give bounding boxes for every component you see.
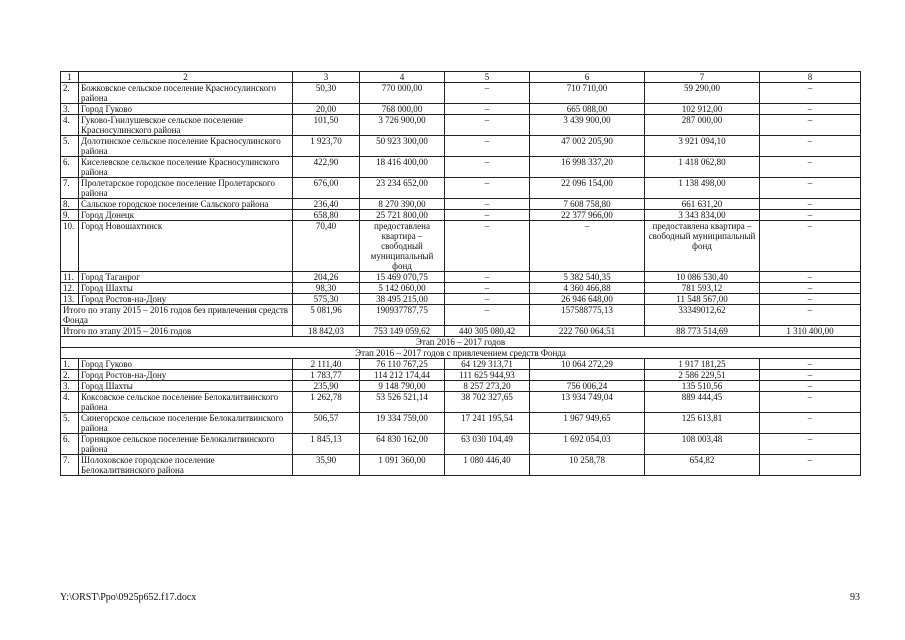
column-number: 2 (79, 72, 293, 83)
cell-c8: – (760, 104, 861, 115)
cell-c8: – (760, 370, 861, 381)
municipality-name: Город Гуково (79, 359, 293, 370)
stage-row (61, 337, 861, 348)
cell-c5: – (445, 178, 530, 199)
column-number: 4 (360, 72, 445, 83)
municipality-name: Сальское городское поселение Сальского района (79, 199, 293, 210)
cell-c7: 108 003,48 (645, 434, 760, 455)
municipality-name: Пролетарское городское поселение Пролетарского района (79, 178, 293, 199)
total-c5: – (445, 305, 530, 326)
municipality-name: Город Шахты (79, 283, 293, 294)
row-number: 7. (61, 178, 79, 199)
cell-c3: 676,00 (293, 178, 360, 199)
table-row (61, 359, 861, 370)
cell-c6: 22 096 154,00 (530, 178, 645, 199)
cell-c8: – (760, 359, 861, 370)
municipality-name: Горняцкое сельское поселение Белокалитвинского района (79, 434, 293, 455)
total-label: Итого по этапу 2015 – 2016 годов без привлечения средств Фонда (61, 305, 293, 326)
municipality-name: Киселевское сельское поселение Красносулинского района (79, 157, 293, 178)
row-number: 3. (61, 381, 79, 392)
total-c5: 440 305 080,42 (445, 326, 530, 337)
stage-subtitle: Этап 2016 – 2017 годов с привлечением средств Фонда (61, 348, 861, 359)
row-number: 9. (61, 210, 79, 221)
cell-c4: 76 110 767,25 (360, 359, 445, 370)
row-number: 10. (61, 221, 79, 272)
cell-c6: 47 002 205,90 (530, 136, 645, 157)
cell-c5: – (445, 221, 530, 272)
cell-c7: 11 548 567,00 (645, 294, 760, 305)
cell-c7: 2 586 229,51 (645, 370, 760, 381)
cell-c8: – (760, 199, 861, 210)
table-row (61, 221, 861, 272)
cell-c5: – (445, 210, 530, 221)
table-row (61, 136, 861, 157)
cell-c5: 111 625 944,93 (445, 370, 530, 381)
cell-c3: 70,40 (293, 221, 360, 272)
column-number: 1 (61, 72, 79, 83)
total-row (61, 326, 861, 337)
table-row (61, 370, 861, 381)
municipality-name: Коксовское сельское поселение Белокалитвинского района (79, 392, 293, 413)
cell-c4: 18 416 400,00 (360, 157, 445, 178)
row-number: 2. (61, 83, 79, 104)
cell-c4: 3 726 900,00 (360, 115, 445, 136)
cell-c7: 3 343 834,00 (645, 210, 760, 221)
cell-c7: 1 917 181,25 (645, 359, 760, 370)
table-row (61, 83, 861, 104)
total-c3: 18 842,03 (293, 326, 360, 337)
cell-c7: 889 444,45 (645, 392, 760, 413)
table-row (61, 392, 861, 413)
cell-c4: 25 721 800,00 (360, 210, 445, 221)
cell-c3: 98,30 (293, 283, 360, 294)
row-number: 11. (61, 272, 79, 283)
cell-c7: 1 138 498,00 (645, 178, 760, 199)
cell-c6: 710 710,00 (530, 83, 645, 104)
cell-c6: 3 439 900,00 (530, 115, 645, 136)
cell-c4: 770 000,00 (360, 83, 445, 104)
total-row (61, 305, 861, 326)
cell-c4: 64 830 162,00 (360, 434, 445, 455)
cell-c6: 756 006,24 (530, 381, 645, 392)
cell-c8: – (760, 392, 861, 413)
cell-c6: 1 692 054,03 (530, 434, 645, 455)
cell-c3: 506,57 (293, 413, 360, 434)
cell-c8: – (760, 381, 861, 392)
cell-c8: – (760, 455, 861, 476)
page-number: 93 (850, 592, 860, 603)
cell-c7: 661 631,20 (645, 199, 760, 210)
cell-c7: 125 613,81 (645, 413, 760, 434)
cell-c8: – (760, 221, 861, 272)
cell-c4: 19 334 759,00 (360, 413, 445, 434)
cell-c8: – (760, 272, 861, 283)
row-number: 4. (61, 115, 79, 136)
cell-c3: 20,00 (293, 104, 360, 115)
total-c6: 222 760 064,51 (530, 326, 645, 337)
cell-c5: 38 702 327,65 (445, 392, 530, 413)
cell-c7: 102 912,00 (645, 104, 760, 115)
cell-c4: 5 142 060,00 (360, 283, 445, 294)
header-row (61, 72, 861, 83)
cell-c4: 114 212 174,44 (360, 370, 445, 381)
municipality-name: Город Донецк (79, 210, 293, 221)
municipality-name: Город Ростов-на-Дону (79, 294, 293, 305)
cell-c5: – (445, 104, 530, 115)
column-number: 8 (760, 72, 861, 83)
cell-c5: – (445, 272, 530, 283)
data-table (60, 71, 861, 476)
cell-c3: 2 111,40 (293, 359, 360, 370)
row-number: 13. (61, 294, 79, 305)
stage-row (61, 348, 861, 359)
cell-c3: 235,90 (293, 381, 360, 392)
table-row (61, 455, 861, 476)
cell-c6: 1 967 949,65 (530, 413, 645, 434)
cell-c3: 1 923,70 (293, 136, 360, 157)
cell-c5: 1 080 446,40 (445, 455, 530, 476)
cell-c5: – (445, 136, 530, 157)
cell-c7: 3 921 094,10 (645, 136, 760, 157)
cell-c6: 5 382 540,35 (530, 272, 645, 283)
column-number: 3 (293, 72, 360, 83)
cell-c8: – (760, 157, 861, 178)
table-row (61, 199, 861, 210)
cell-c3: 101,50 (293, 115, 360, 136)
cell-c4: 23 234 652,00 (360, 178, 445, 199)
table-row (61, 104, 861, 115)
cell-c4: 768 000,00 (360, 104, 445, 115)
cell-c6: 16 998 337,20 (530, 157, 645, 178)
cell-c8: – (760, 210, 861, 221)
cell-c8: – (760, 434, 861, 455)
cell-c3: 1 262,78 (293, 392, 360, 413)
column-number: 7 (645, 72, 760, 83)
row-number: 7. (61, 455, 79, 476)
municipality-name: Город Ростов-на-Дону (79, 370, 293, 381)
cell-c4: 8 270 390,00 (360, 199, 445, 210)
row-number: 2. (61, 370, 79, 381)
cell-c3: 35,90 (293, 455, 360, 476)
cell-c5: 8 257 273,20 (445, 381, 530, 392)
cell-c5: 63 030 104,49 (445, 434, 530, 455)
municipality-name: Шолоховское городское поселение Белокалитвинского района (79, 455, 293, 476)
row-number: 6. (61, 434, 79, 455)
cell-c5: – (445, 199, 530, 210)
cell-c3: 422,90 (293, 157, 360, 178)
cell-c7: 59 290,00 (645, 83, 760, 104)
table-row (61, 283, 861, 294)
table-row (61, 434, 861, 455)
municipality-name: Долотинское сельское поселение Красносулинского района (79, 136, 293, 157)
cell-c3: 575,30 (293, 294, 360, 305)
cell-c7: 287 000,00 (645, 115, 760, 136)
column-number: 5 (445, 72, 530, 83)
cell-c4: 15 469 070,75 (360, 272, 445, 283)
stage-title: Этап 2016 – 2017 годов (61, 337, 861, 348)
cell-c6: – (530, 221, 645, 272)
cell-c8: – (760, 83, 861, 104)
municipality-name: Гуково-Гнилушевское сельское поселение Красносулинского района (79, 115, 293, 136)
cell-c4: 50 923 300,00 (360, 136, 445, 157)
cell-c6: 26 946 648,00 (530, 294, 645, 305)
cell-c7: 781 593,12 (645, 283, 760, 294)
table-row (61, 157, 861, 178)
cell-c3: 204,26 (293, 272, 360, 283)
cell-c6: 665 088,00 (530, 104, 645, 115)
cell-c5: 17 241 195,54 (445, 413, 530, 434)
municipality-name: Город Шахты (79, 381, 293, 392)
cell-c6: 13 934 749,04 (530, 392, 645, 413)
cell-c5: – (445, 157, 530, 178)
cell-c6: 22 377 966,00 (530, 210, 645, 221)
total-c3: 5 081,96 (293, 305, 360, 326)
cell-c4: предоставлена квартира – свободный муниципальный фонд (360, 221, 445, 272)
cell-c8: – (760, 413, 861, 434)
cell-c5: 64 129 313,71 (445, 359, 530, 370)
total-c8: – (760, 305, 861, 326)
cell-c6: 10 064 272,29 (530, 359, 645, 370)
total-c4: 753 149 059,62 (360, 326, 445, 337)
municipality-name: Синегорское сельское поселение Белокалитвинского района (79, 413, 293, 434)
total-c7: 88 773 514,69 (645, 326, 760, 337)
row-number: 1. (61, 359, 79, 370)
cell-c5: – (445, 283, 530, 294)
cell-c6: 7 608 758,80 (530, 199, 645, 210)
cell-c7: 1 418 062,80 (645, 157, 760, 178)
cell-c8: – (760, 115, 861, 136)
total-c8: 1 310 400,00 (760, 326, 861, 337)
cell-c5: – (445, 115, 530, 136)
cell-c7: 135 510,56 (645, 381, 760, 392)
cell-c5: – (445, 294, 530, 305)
cell-c7: 654,82 (645, 455, 760, 476)
total-c6: 157588775,13 (530, 305, 645, 326)
table-row (61, 294, 861, 305)
municipality-name: Город Новошахтинск (79, 221, 293, 272)
cell-c6: 10 258,78 (530, 455, 645, 476)
row-number: 6. (61, 157, 79, 178)
cell-c8: – (760, 178, 861, 199)
cell-c7: 10 086 530,40 (645, 272, 760, 283)
cell-c4: 38 495 215,00 (360, 294, 445, 305)
cell-c3: 236,40 (293, 199, 360, 210)
row-number: 5. (61, 136, 79, 157)
cell-c3: 50,30 (293, 83, 360, 104)
row-number: 5. (61, 413, 79, 434)
column-number: 6 (530, 72, 645, 83)
cell-c6: 4 360 466,88 (530, 283, 645, 294)
cell-c3: 1 845,13 (293, 434, 360, 455)
cell-c8: – (760, 136, 861, 157)
cell-c7: предоставлена квартира – свободный муниципальный фонд (645, 221, 760, 272)
table-row (61, 178, 861, 199)
total-c7: 33349012,62 (645, 305, 760, 326)
cell-c3: 1 783,77 (293, 370, 360, 381)
row-number: 8. (61, 199, 79, 210)
row-number: 4. (61, 392, 79, 413)
table-row (61, 210, 861, 221)
municipality-name: Божковское сельское поселение Красносулинского района (79, 83, 293, 104)
cell-c8: – (760, 294, 861, 305)
table-row (61, 272, 861, 283)
total-label: Итого по этапу 2015 – 2016 годов (61, 326, 293, 337)
file-path: Y:\ORST\Ppo\0925p652.f17.docx (60, 592, 197, 603)
cell-c8: – (760, 283, 861, 294)
cell-c4: 9 148 790,00 (360, 381, 445, 392)
total-c4: 190937787,75 (360, 305, 445, 326)
row-number: 12. (61, 283, 79, 294)
table-row (61, 115, 861, 136)
table-row (61, 381, 861, 392)
municipality-name: Город Гуково (79, 104, 293, 115)
table-row (61, 413, 861, 434)
cell-c6 (530, 370, 645, 381)
row-number: 3. (61, 104, 79, 115)
cell-c5: – (445, 83, 530, 104)
cell-c4: 53 526 521,14 (360, 392, 445, 413)
municipality-name: Город Таганрог (79, 272, 293, 283)
cell-c3: 658,80 (293, 210, 360, 221)
cell-c4: 1 091 360,00 (360, 455, 445, 476)
